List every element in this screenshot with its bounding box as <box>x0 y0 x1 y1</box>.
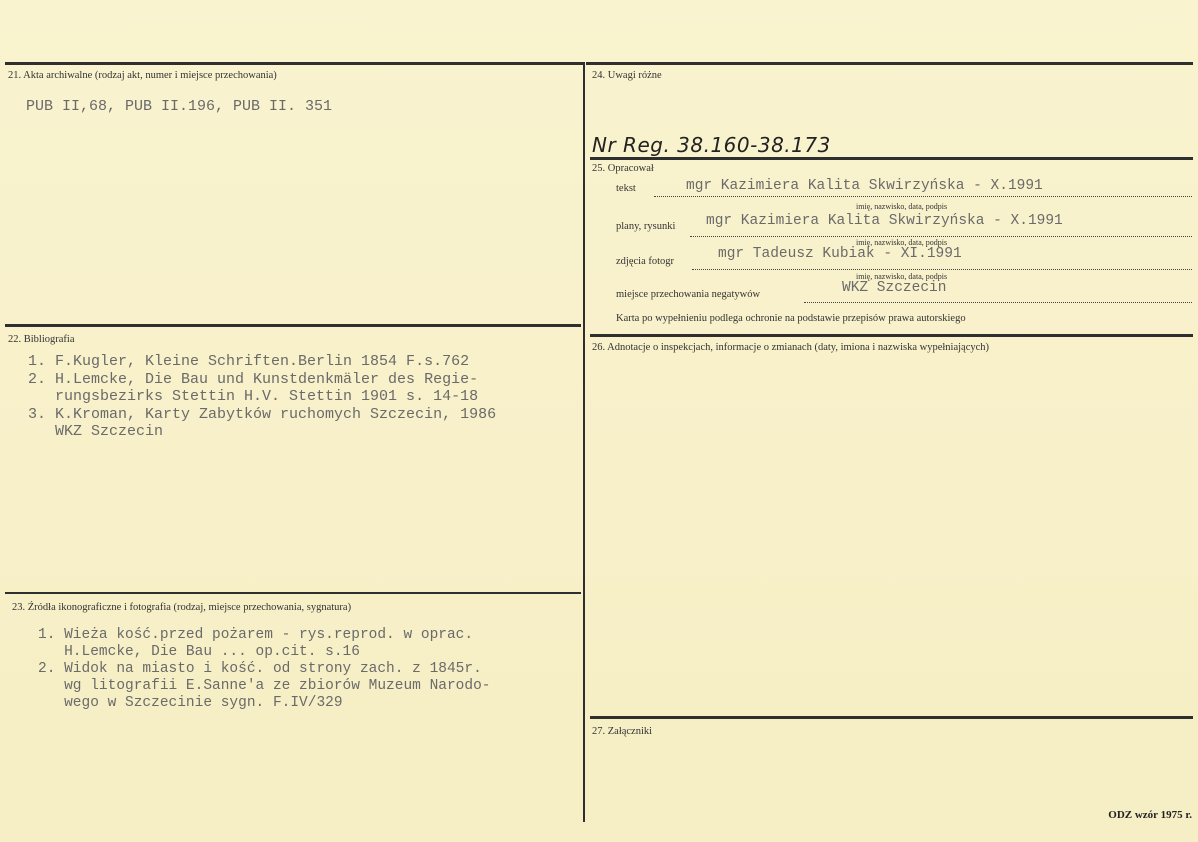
row-negatives-value: WKZ Szczecin <box>842 280 947 296</box>
row-negatives-label: miejsce przechowania negatywów <box>616 289 761 300</box>
row-drawings-caption: imię, nazwisko, data, podpis <box>856 238 948 247</box>
form-id: ODZ wzór 1975 r. <box>1108 809 1192 821</box>
section-27-label: 27. Załączniki <box>592 726 653 737</box>
divider-23 <box>5 592 581 594</box>
iconography-item: 2. Widok na miasto i kość. od strony zach. z 1845r. <box>38 661 482 677</box>
row-photos-line <box>692 269 1192 270</box>
bibliography-item: 1. F.Kugler, Kleine Schriften.Berlin 1854 F.s.762 <box>28 353 470 370</box>
row-text-caption: imię, nazwisko, data, podpis <box>856 202 948 211</box>
row-text-line <box>654 196 1192 197</box>
divider-22 <box>5 324 581 327</box>
iconography-item: wg litografii E.Sanne'a ze zbiorów Muzeum Narodo- <box>38 678 491 694</box>
top-border-right <box>586 62 1193 65</box>
section-26-label: 26. Adnotacje o inspekcjach, informacje o zmianach (daty, imiona i nazwiska wypełniających) <box>592 342 990 353</box>
bibliography-item: rungsbezirks Stettin H.V. Stettin 1901 s. 14-18 <box>28 388 479 405</box>
copyright-note: Karta po wypełnieniu podlega ochronie na podstawie przepisów prawa autorskiego <box>616 313 966 324</box>
bibliography-item: 2. H.Lemcke, Die Bau und Kunstdenkmäler des Regie- <box>28 371 479 388</box>
row-photos-caption: imię, nazwisko, data, podpis <box>856 272 948 281</box>
section-21-label: 21. Akta archiwalne (rodzaj akt, numer i miejsce przechowania) <box>8 70 277 81</box>
iconography-item: 1. Wieża kość.przed pożarem - rys.reprod. w oprac. <box>38 627 474 643</box>
row-photos-label: zdjęcia fotogr <box>616 256 675 267</box>
divider-26 <box>590 334 1193 337</box>
bibliography-item: WKZ Szczecin <box>28 423 164 440</box>
iconography-item: wego w Szczecinie sygn. F.IV/329 <box>38 695 343 711</box>
row-text-value: mgr Kazimiera Kalita Skwirzyńska - X.1991 <box>686 178 1043 194</box>
section-25-label: 25. Opracował <box>592 163 654 174</box>
row-text-label: tekst <box>616 183 636 194</box>
registration-number: Nr Reg. 38.160-38.173 <box>592 133 831 157</box>
top-border-left <box>5 62 585 65</box>
row-photos-value: mgr Tadeusz Kubiak - XI.1991 <box>718 246 962 262</box>
iconography-item: H.Lemcke, Die Bau ... op.cit. s.16 <box>38 644 360 660</box>
row-drawings-line <box>690 236 1192 237</box>
section-24-label: 24. Uwagi różne <box>592 70 662 81</box>
bibliography-item: 3. K.Kroman, Karty Zabytków ruchomych Szczecin, 1986 <box>28 406 497 423</box>
section-22-label: 22. Bibliografia <box>8 334 75 345</box>
section-23-label: 23. Źródła ikonograficzne i fotografia (rodzaj, miejsce przechowania, sygnatura) <box>12 602 352 613</box>
divider-27 <box>590 716 1193 719</box>
divider-25 <box>590 157 1193 160</box>
center-divider <box>583 62 585 822</box>
row-drawings-label: plany, rysunki <box>616 221 676 232</box>
row-negatives-line <box>804 302 1192 303</box>
row-drawings-value: mgr Kazimiera Kalita Skwirzyńska - X.1991 <box>706 213 1063 229</box>
section-21-text: PUB II,68, PUB II.196, PUB II. 351 <box>26 98 333 115</box>
